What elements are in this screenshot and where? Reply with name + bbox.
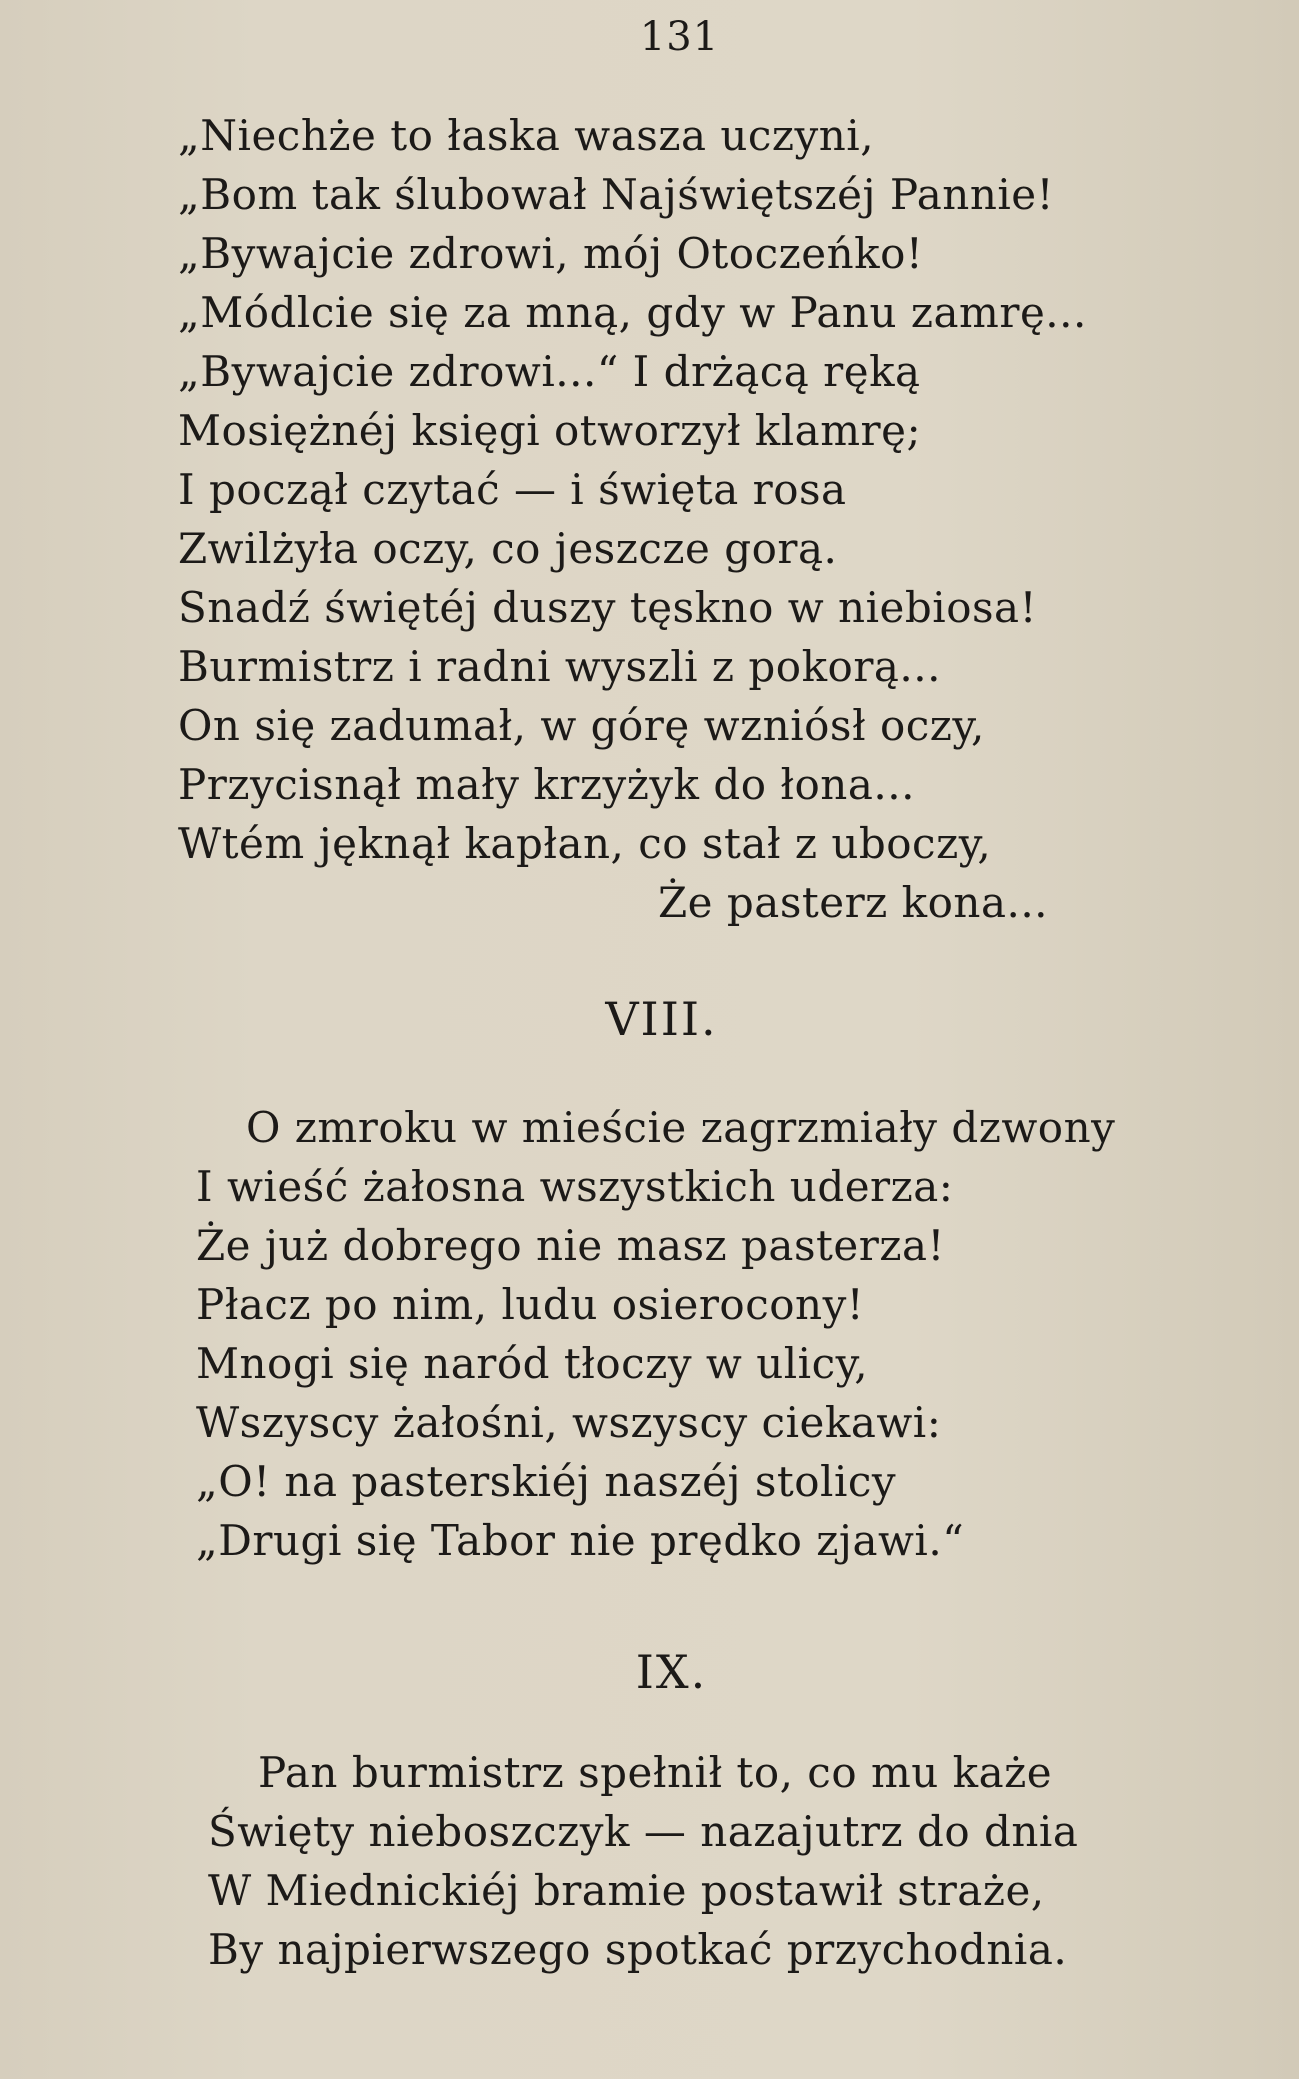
verse-line: Że pasterz kona...	[658, 878, 1049, 927]
verse-line: Przycisnął mały krzyżyk do łona...	[178, 760, 915, 809]
verse-line: Mosiężnéj księgi otworzył klamrę;	[178, 406, 922, 455]
section-heading-ix: IX.	[635, 1645, 708, 1699]
verse-line: Wtém jęknął kapłan, co stał z uboczy,	[178, 819, 992, 868]
verse-line: W Miednickiéj bramie postawił straże,	[208, 1866, 1045, 1915]
verse-line: „Bywajcie zdrowi, mój Otoczeńko!	[178, 229, 924, 278]
verse-line: „Bywajcie zdrowi...“ I drżącą ręką	[178, 347, 921, 396]
verse-line: Płacz po nim, ludu osierocony!	[196, 1280, 865, 1329]
stanza-ix	[208, 1743, 1078, 1979]
verse-line: I począł czytać — i święta rosa	[178, 465, 847, 514]
verse-line: „Módlcie się za mną, gdy w Panu zamrę...	[178, 288, 1087, 337]
verse-line: „Drugi się Tabor nie prędko zjawi.“	[196, 1516, 965, 1565]
section-heading-viii: VIII.	[605, 992, 718, 1046]
verse-line: Wszyscy żałośni, wszyscy ciekawi:	[196, 1398, 942, 1447]
verse-line: „Niechże to łaska wasza uczyni,	[178, 111, 875, 160]
verse-line: Pan burmistrz spełnił to, co mu każe	[258, 1748, 1053, 1797]
stanza-vii-ending	[178, 106, 1087, 932]
page-number: 131	[639, 14, 720, 60]
verse-line: „Bom tak ślubował Najświętszéj Pannie!	[178, 170, 1055, 219]
stanza-viii	[196, 1098, 1115, 1570]
verse-line: Święty nieboszczyk — nazajutrz do dnia	[208, 1807, 1079, 1856]
verse-line: O zmroku w mieście zagrzmiały dzwony	[246, 1103, 1116, 1152]
verse-line: On się zadumał, w górę wzniósł oczy,	[178, 701, 985, 750]
verse-line: Burmistrz i radni wyszli z pokorą...	[178, 642, 941, 691]
verse-line: Snadź świętéj duszy tęskno w niebiosa!	[178, 583, 1037, 632]
verse-line: Mnogi się naród tłoczy w ulicy,	[196, 1339, 869, 1388]
verse-line: „O! na pasterskiéj naszéj stolicy	[196, 1457, 897, 1506]
verse-line: Zwilżyła oczy, co jeszcze gorą.	[178, 524, 838, 573]
verse-line: By najpierwszego spotkać przychodnia.	[208, 1925, 1068, 1974]
verse-line: Że już dobrego nie masz pasterza!	[196, 1221, 945, 1270]
verse-line: I wieść żałosna wszystkich uderza:	[196, 1162, 954, 1211]
